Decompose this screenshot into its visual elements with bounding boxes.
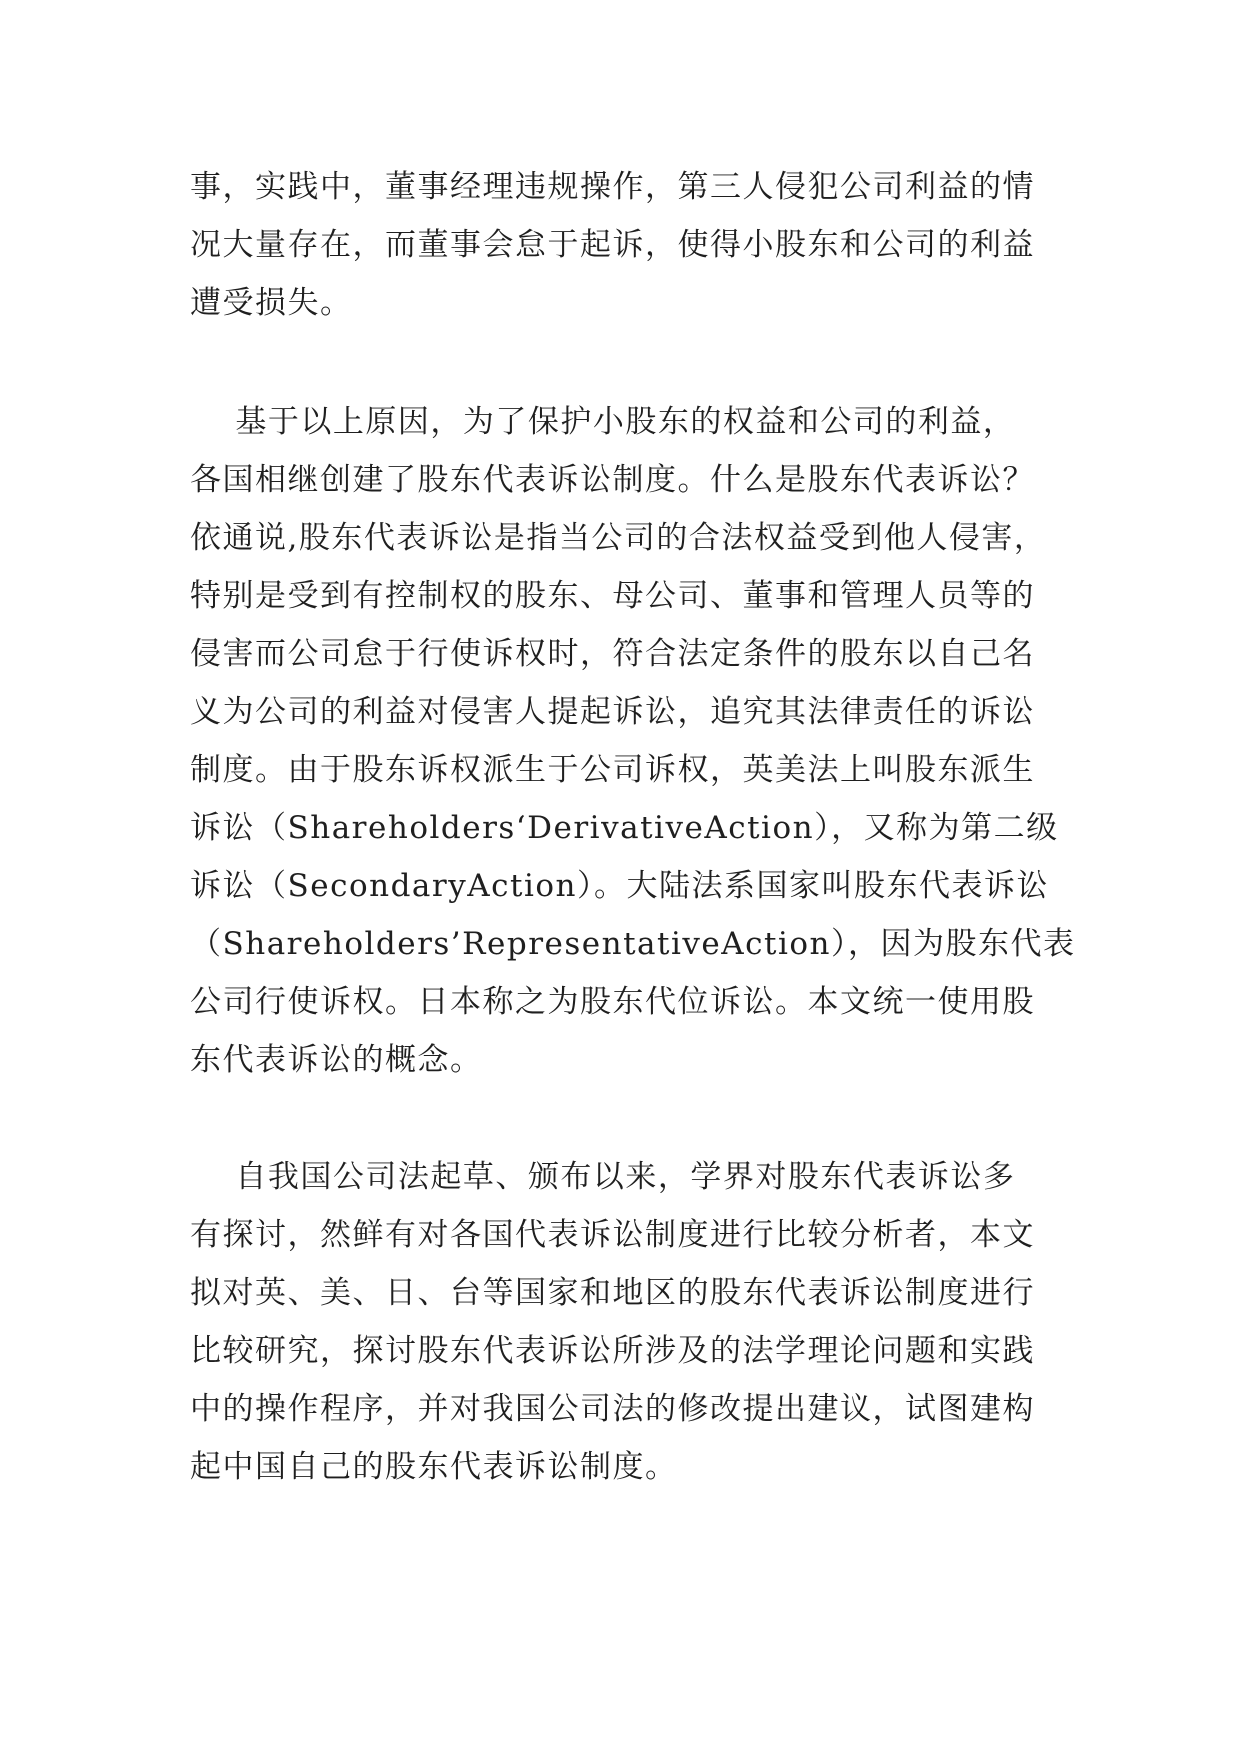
paragraph-2 [190,393,1076,1089]
paragraph-3 [190,1148,1070,1496]
text-line: 制度。由于股东诉权派生于公司诉权，英美法上叫股东派生 [190,752,1035,788]
text-line: 诉讼（Shareholders‘DerivativeAction），又称为第二级 [190,810,1059,846]
text-line: 拟对英、美、日、台等国家和地区的股东代表诉讼制度进行 [190,1275,1035,1311]
text-line: 事，实践中，董事经理违规操作，第三人侵犯公司利益的情 [190,169,1035,205]
text-line: 中的操作程序，并对我国公司法的修改提出建议，试图建构 [190,1391,1035,1427]
text-line: 侵害而公司怠于行使诉权时，符合法定条件的股东以自己名 [190,636,1035,672]
text-line: 依通说,股东代表诉讼是指当公司的合法权益受到他人侵害， [190,520,1047,556]
text-line: 自我国公司法起草、颁布以来，学界对股东代表诉讼多 [190,1159,1016,1195]
text-line: 义为公司的利益对侵害人提起诉讼，追究其法律责任的诉讼 [190,694,1035,730]
text-line: 特别是受到有控制权的股东、母公司、董事和管理人员等的 [190,578,1035,614]
text-line: （Shareholders’RepresentativeAction），因为股东代表 [190,926,1076,962]
text-line: 东代表诉讼的概念。 [190,1042,483,1078]
text-line: 诉讼（SecondaryAction）。大陆法系国家叫股东代表诉讼 [190,868,1049,904]
text-line: 有探讨，然鲜有对各国代表诉讼制度进行比较分析者，本文 [190,1217,1035,1253]
text-line: 公司行使诉权。日本称之为股东代位诉讼。本文统一使用股 [190,984,1035,1020]
text-line: 比较研究，探讨股东代表诉讼所涉及的法学理论问题和实践 [190,1333,1035,1369]
text-line: 起中国自己的股东代表诉讼制度。 [190,1449,678,1485]
text-line: 况大量存在，而董事会怠于起诉，使得小股东和公司的利益 [190,227,1035,263]
text-line: 遭受损失。 [190,285,353,321]
paragraph-1 [190,158,1070,332]
text-line: 各国相继创建了股东代表诉讼制度。什么是股东代表诉讼？ [190,462,1035,498]
text-line: 基于以上原因，为了保护小股东的权益和公司的利益， [190,404,1016,440]
